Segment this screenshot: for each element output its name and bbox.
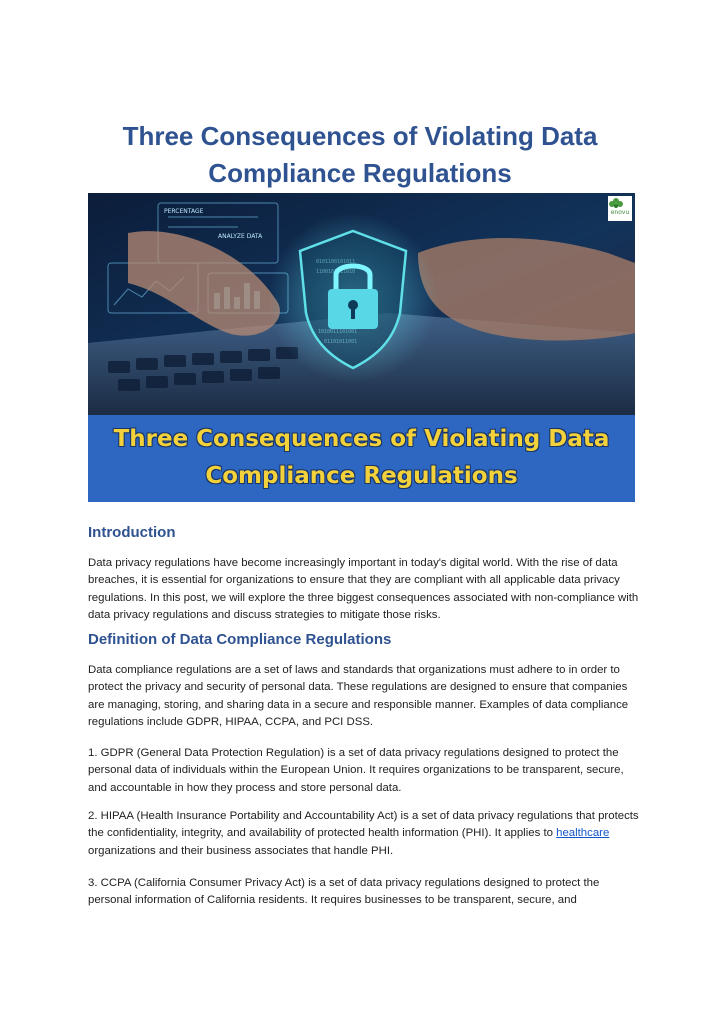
paragraph-ccpa: 3. CCPA (California Consumer Privacy Act) is a set of data privacy regulations designed to protect the personal information of California residents. It requires businesses to be transparent, secure, and bbox=[88, 877, 600, 907]
section-heading-definition: Definition of Data Compliance Regulations bbox=[88, 631, 392, 648]
banner-title: Three Consequences of Violating Data Compliance Regulations bbox=[113, 426, 610, 489]
hipaa-text-after: organizations and their business associates that handle PHI. bbox=[88, 844, 394, 857]
document-title: Three Consequences of Violating Data Compliance Regulations bbox=[122, 121, 598, 188]
hipaa-text-before: 2. HIPAA (Health Insurance Portability and Accountability Act) is a set of data privacy regulations that protects the confidentiality, integrity, and availability of protected health information (PHI). It applies to bbox=[88, 810, 639, 840]
svg-text:1100101011010: 1100101011010 bbox=[316, 269, 356, 275]
hero-image bbox=[88, 193, 635, 502]
paragraph-hipaa bbox=[88, 808, 640, 860]
hero-banner bbox=[88, 415, 635, 502]
paragraph-definition: Data compliance regulations are a set of laws and standards that organizations must adhere to in order to protect the privacy and security of personal data. These regulations are designed to ensure that companies are managing, storing, and sharing data in a secure and responsible manner. Examples of data compliance regulations include GDPR, HIPAA, CCPA, and PCI DSS. bbox=[88, 664, 629, 728]
screen-label-percentage: PERCENTAGE bbox=[164, 208, 204, 215]
svg-text:0101100101011: 0101100101011 bbox=[316, 259, 356, 265]
logo-text: enovu bbox=[610, 209, 630, 216]
cyber-lock-illustration bbox=[88, 193, 635, 415]
svg-text:1010011101001: 1010011101001 bbox=[318, 329, 358, 335]
screen-label-analyze: ANALYZE DATA bbox=[218, 233, 263, 240]
leaf-icon bbox=[608, 196, 624, 210]
section-heading-introduction: Introduction bbox=[88, 524, 176, 541]
enovu-logo bbox=[608, 196, 632, 221]
paragraph-introduction: Data privacy regulations have become increasingly important in today's digital world. With the rise of data breaches, it is essential for organizations to ensure that they are compliant with all applicable data privacy regulations. In this post, we will explore the three biggest consequences associated with non-compliance with data privacy regulations and discuss strategies to mitigate those risks. bbox=[88, 557, 639, 621]
healthcare-link[interactable]: healthcare bbox=[556, 827, 610, 840]
paragraph-gdpr: 1. GDPR (General Data Protection Regulation) is a set of data privacy regulations designed to protect the personal data of individuals within the European Union. It requires organizations to be transparent, secure, and accountable in how they process and store personal data. bbox=[88, 747, 624, 794]
svg-text:01101011001: 01101011001 bbox=[324, 339, 358, 345]
